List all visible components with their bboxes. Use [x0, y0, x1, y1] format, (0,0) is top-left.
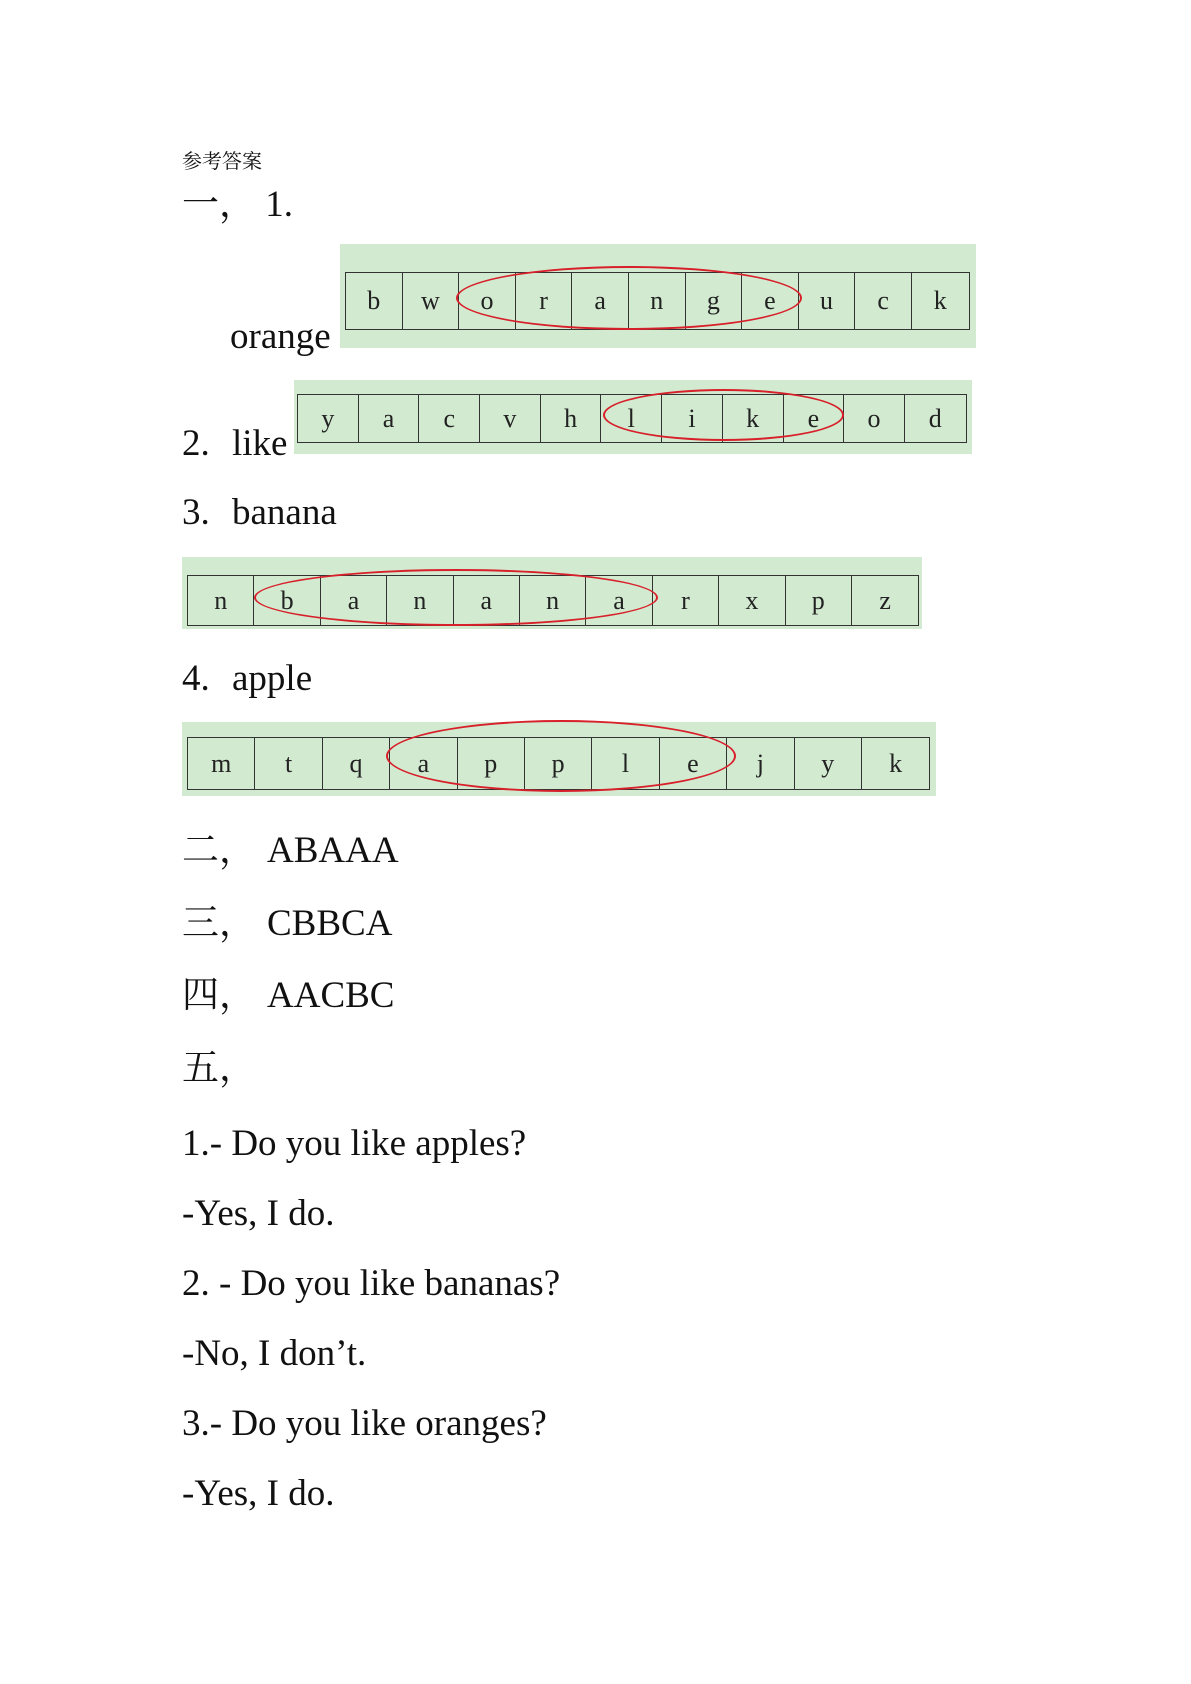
letter-cell: m [188, 738, 255, 789]
letter-cell: a [321, 576, 387, 625]
letter-cell: n [520, 576, 586, 625]
item-4-number: 4. [182, 658, 210, 699]
section-3-label: 三， [182, 903, 256, 944]
letter-grid-1 [345, 272, 970, 330]
letter-grid-3 [187, 575, 919, 626]
section-4-answer: AACBC [267, 975, 395, 1016]
letter-cell: a [586, 576, 652, 625]
letter-cell: l [592, 738, 659, 789]
section-3-answer: CBBCA [267, 903, 393, 944]
letter-cell: b [254, 576, 320, 625]
dialogue-line: 1.- Do you like apples? [182, 1123, 527, 1164]
item-3-number: 3. [182, 492, 210, 533]
letter-cell: a [390, 738, 457, 789]
letter-cell: k [723, 395, 784, 442]
letter-cell: o [844, 395, 905, 442]
letter-cell: b [346, 273, 403, 329]
letter-cell: a [359, 395, 420, 442]
letter-cell: z [879, 585, 891, 615]
letter-cell: e [660, 738, 727, 789]
word-apple: apple [232, 658, 313, 699]
letter-cell: r [516, 273, 573, 329]
letter-cell: n [629, 273, 686, 329]
section-1-heading: 一， 1. [182, 184, 293, 225]
letter-cell: y [298, 395, 359, 442]
page-title: 参考答案 [182, 151, 262, 173]
letter-cell: p [458, 738, 525, 789]
word-banana: banana [232, 492, 337, 533]
dialogue-line: -Yes, I do. [182, 1473, 335, 1514]
letter-cell: a [572, 273, 629, 329]
letter-cell: r [653, 576, 719, 625]
letter-grid-2 [297, 394, 967, 443]
letter-cell: j [727, 738, 794, 789]
letter-cell: x [719, 576, 785, 625]
letter-cell: w [403, 273, 460, 329]
word-orange: orange [230, 316, 331, 357]
letter-cell: o [459, 273, 516, 329]
letter-cell: d [928, 403, 942, 433]
letter-cell: u [799, 273, 856, 329]
letter-cell: k [889, 748, 903, 778]
letter-cell: n [188, 576, 254, 625]
letter-grid-4 [187, 737, 930, 790]
letter-cell: c [419, 395, 480, 442]
letter-cell: v [480, 395, 541, 442]
letter-cell: g [686, 273, 743, 329]
section-5-heading: 五， [182, 1048, 256, 1089]
letter-cell: p [786, 576, 852, 625]
letter-cell: q [323, 738, 390, 789]
letter-cell: t [255, 738, 322, 789]
letter-cell: p [525, 738, 592, 789]
section-2-answer: ABAAA [267, 830, 399, 871]
letter-cell: l [601, 395, 662, 442]
letter-cell: e [784, 395, 845, 442]
letter-cell: h [541, 395, 602, 442]
letter-cell: k [933, 286, 947, 315]
section-2-label: 二， [182, 830, 256, 871]
item-2-number: 2. [182, 423, 210, 464]
word-like: like [232, 423, 288, 464]
dialogue-line: 3.- Do you like oranges? [182, 1403, 547, 1444]
letter-cell: y [795, 738, 862, 789]
dialogue-line: 2. - Do you like bananas? [182, 1263, 561, 1304]
dialogue-line: -Yes, I do. [182, 1193, 335, 1234]
letter-cell: c [855, 273, 912, 329]
letter-cell: a [454, 576, 520, 625]
letter-cell: n [387, 576, 453, 625]
letter-cell: i [662, 395, 723, 442]
section-4-label: 四， [182, 975, 256, 1016]
dialogue-line: -No, I don’t. [182, 1333, 367, 1374]
letter-cell: e [742, 273, 799, 329]
